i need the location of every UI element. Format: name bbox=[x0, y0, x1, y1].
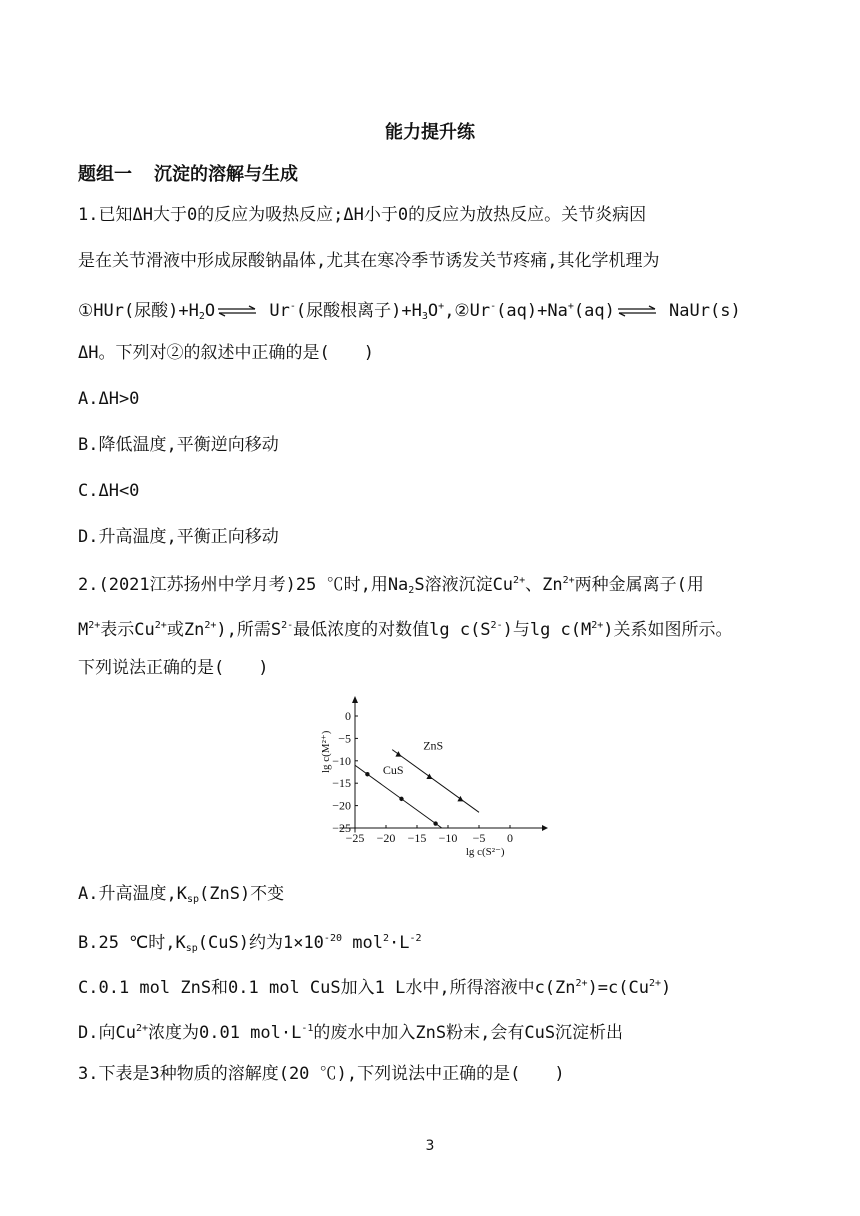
q2-option-d: D.向$Cu^{2+}$浓度为0.01 $mol\cdot L^{-1}$的废水中加入ZnS粉末,会有CuS沉淀析出 bbox=[78, 1023, 624, 1043]
q1-option-a: A.ΔH>0 bbox=[78, 389, 140, 409]
group-label: 题组一 bbox=[78, 164, 132, 185]
series-label-ZnS: ZnS bbox=[423, 738, 444, 753]
data-point-ZnS bbox=[457, 796, 463, 802]
q1-option-d: D.升高温度,平衡正向移动 bbox=[78, 527, 279, 547]
y-tick-label: −5 bbox=[338, 731, 351, 746]
y-tick-label: −15 bbox=[332, 776, 351, 791]
group-name: 沉淀的溶解与生成 bbox=[154, 164, 298, 185]
solubility-chart bbox=[320, 695, 550, 867]
series-line-ZnS bbox=[392, 750, 479, 813]
q2-line-2: $M^{2+}$表示$Cu^{2+}$或$Zn^{2+}$),所需$S^{2-}$最低浓度的对数值$\lg c(S^{2-})$与$\lg c(M^{2+})$关系如图所示。 bbox=[78, 620, 733, 640]
y-tick-label: −10 bbox=[332, 753, 351, 768]
data-point-ZnS bbox=[426, 773, 432, 779]
x-tick-label: −10 bbox=[438, 831, 458, 845]
data-point-CuS bbox=[433, 821, 437, 825]
q2-option-b: B.25 ℃时$,K_{sp}(CuS)$约为$1\times 10^{-20}$ $mol^2\cdot L^{-2}$ bbox=[78, 933, 422, 954]
data-point-CuS bbox=[399, 797, 403, 801]
page-number: 3 bbox=[425, 1138, 435, 1154]
equilibrium-arrow-icon bbox=[617, 305, 657, 317]
x-tick-label: −20 bbox=[376, 831, 396, 845]
y-tick-label: −20 bbox=[332, 798, 351, 813]
section-heading bbox=[78, 160, 298, 186]
series-label-CuS: CuS bbox=[382, 763, 404, 778]
q2-line-3: 下列说法正确的是( ) bbox=[78, 658, 269, 678]
q2-line-1: 2.(2021江苏扬州中学月考)25 ℃时,用$Na_2S$溶液沉淀$Cu^{2+}$、$Zn^{2+}$两种金属离子(用 bbox=[78, 575, 704, 596]
y-tick-label: −25 bbox=[332, 821, 351, 835]
data-point-CuS bbox=[365, 772, 369, 776]
q2-option-a: A.升高温度$,K_{sp}(ZnS)$不变 bbox=[78, 884, 285, 905]
x-axis-label: lg c(S²⁻) bbox=[465, 846, 505, 858]
q2-option-c: C.0.1 mol ZnS和0.1 mol CuS加入1 L水中,所得溶液中$c(Zn^{2+})=c(Cu^{2+})$ bbox=[78, 978, 672, 998]
y-axis-arrow bbox=[352, 696, 358, 703]
y-tick-label: 0 bbox=[345, 709, 351, 723]
q1-line-3: ①HUr(尿酸)$+H_2O$ Ur-(尿酸根离子)$+H_3O^+,②Ur^-(aq)+Na^+(aq)$ NaUr(s) bbox=[78, 301, 741, 322]
q1-line-1: 1.已知ΔH大于0的反应为吸热反应;ΔH小于0的反应为放热反应。关节炎病因 bbox=[78, 205, 647, 225]
q1-line-4: ΔH。下列对②的叙述中正确的是( ) bbox=[78, 343, 374, 363]
q3-line-1: 3.下表是3种物质的溶解度(20 ℃),下列说法中正确的是( ) bbox=[78, 1064, 565, 1084]
page-title: 能力提升练 bbox=[385, 122, 475, 143]
data-point-ZnS bbox=[395, 751, 401, 757]
x-tick-label: −15 bbox=[407, 831, 427, 845]
q1-line-2: 是在关节滑液中形成尿酸钠晶体,尤其在寒冷季节诱发关节疼痛,其化学机理为 bbox=[78, 251, 660, 271]
x-tick-label: 0 bbox=[507, 831, 513, 845]
equilibrium-arrow-icon bbox=[217, 305, 257, 317]
x-axis-arrow bbox=[542, 825, 548, 831]
y-axis-label: lg c(M²⁺) bbox=[320, 730, 332, 774]
x-tick-label: −25 bbox=[345, 831, 365, 845]
q1-option-b: B.降低温度,平衡逆向移动 bbox=[78, 435, 279, 455]
q1-option-c: C.ΔH<0 bbox=[78, 481, 140, 501]
x-tick-label: −5 bbox=[472, 831, 486, 845]
